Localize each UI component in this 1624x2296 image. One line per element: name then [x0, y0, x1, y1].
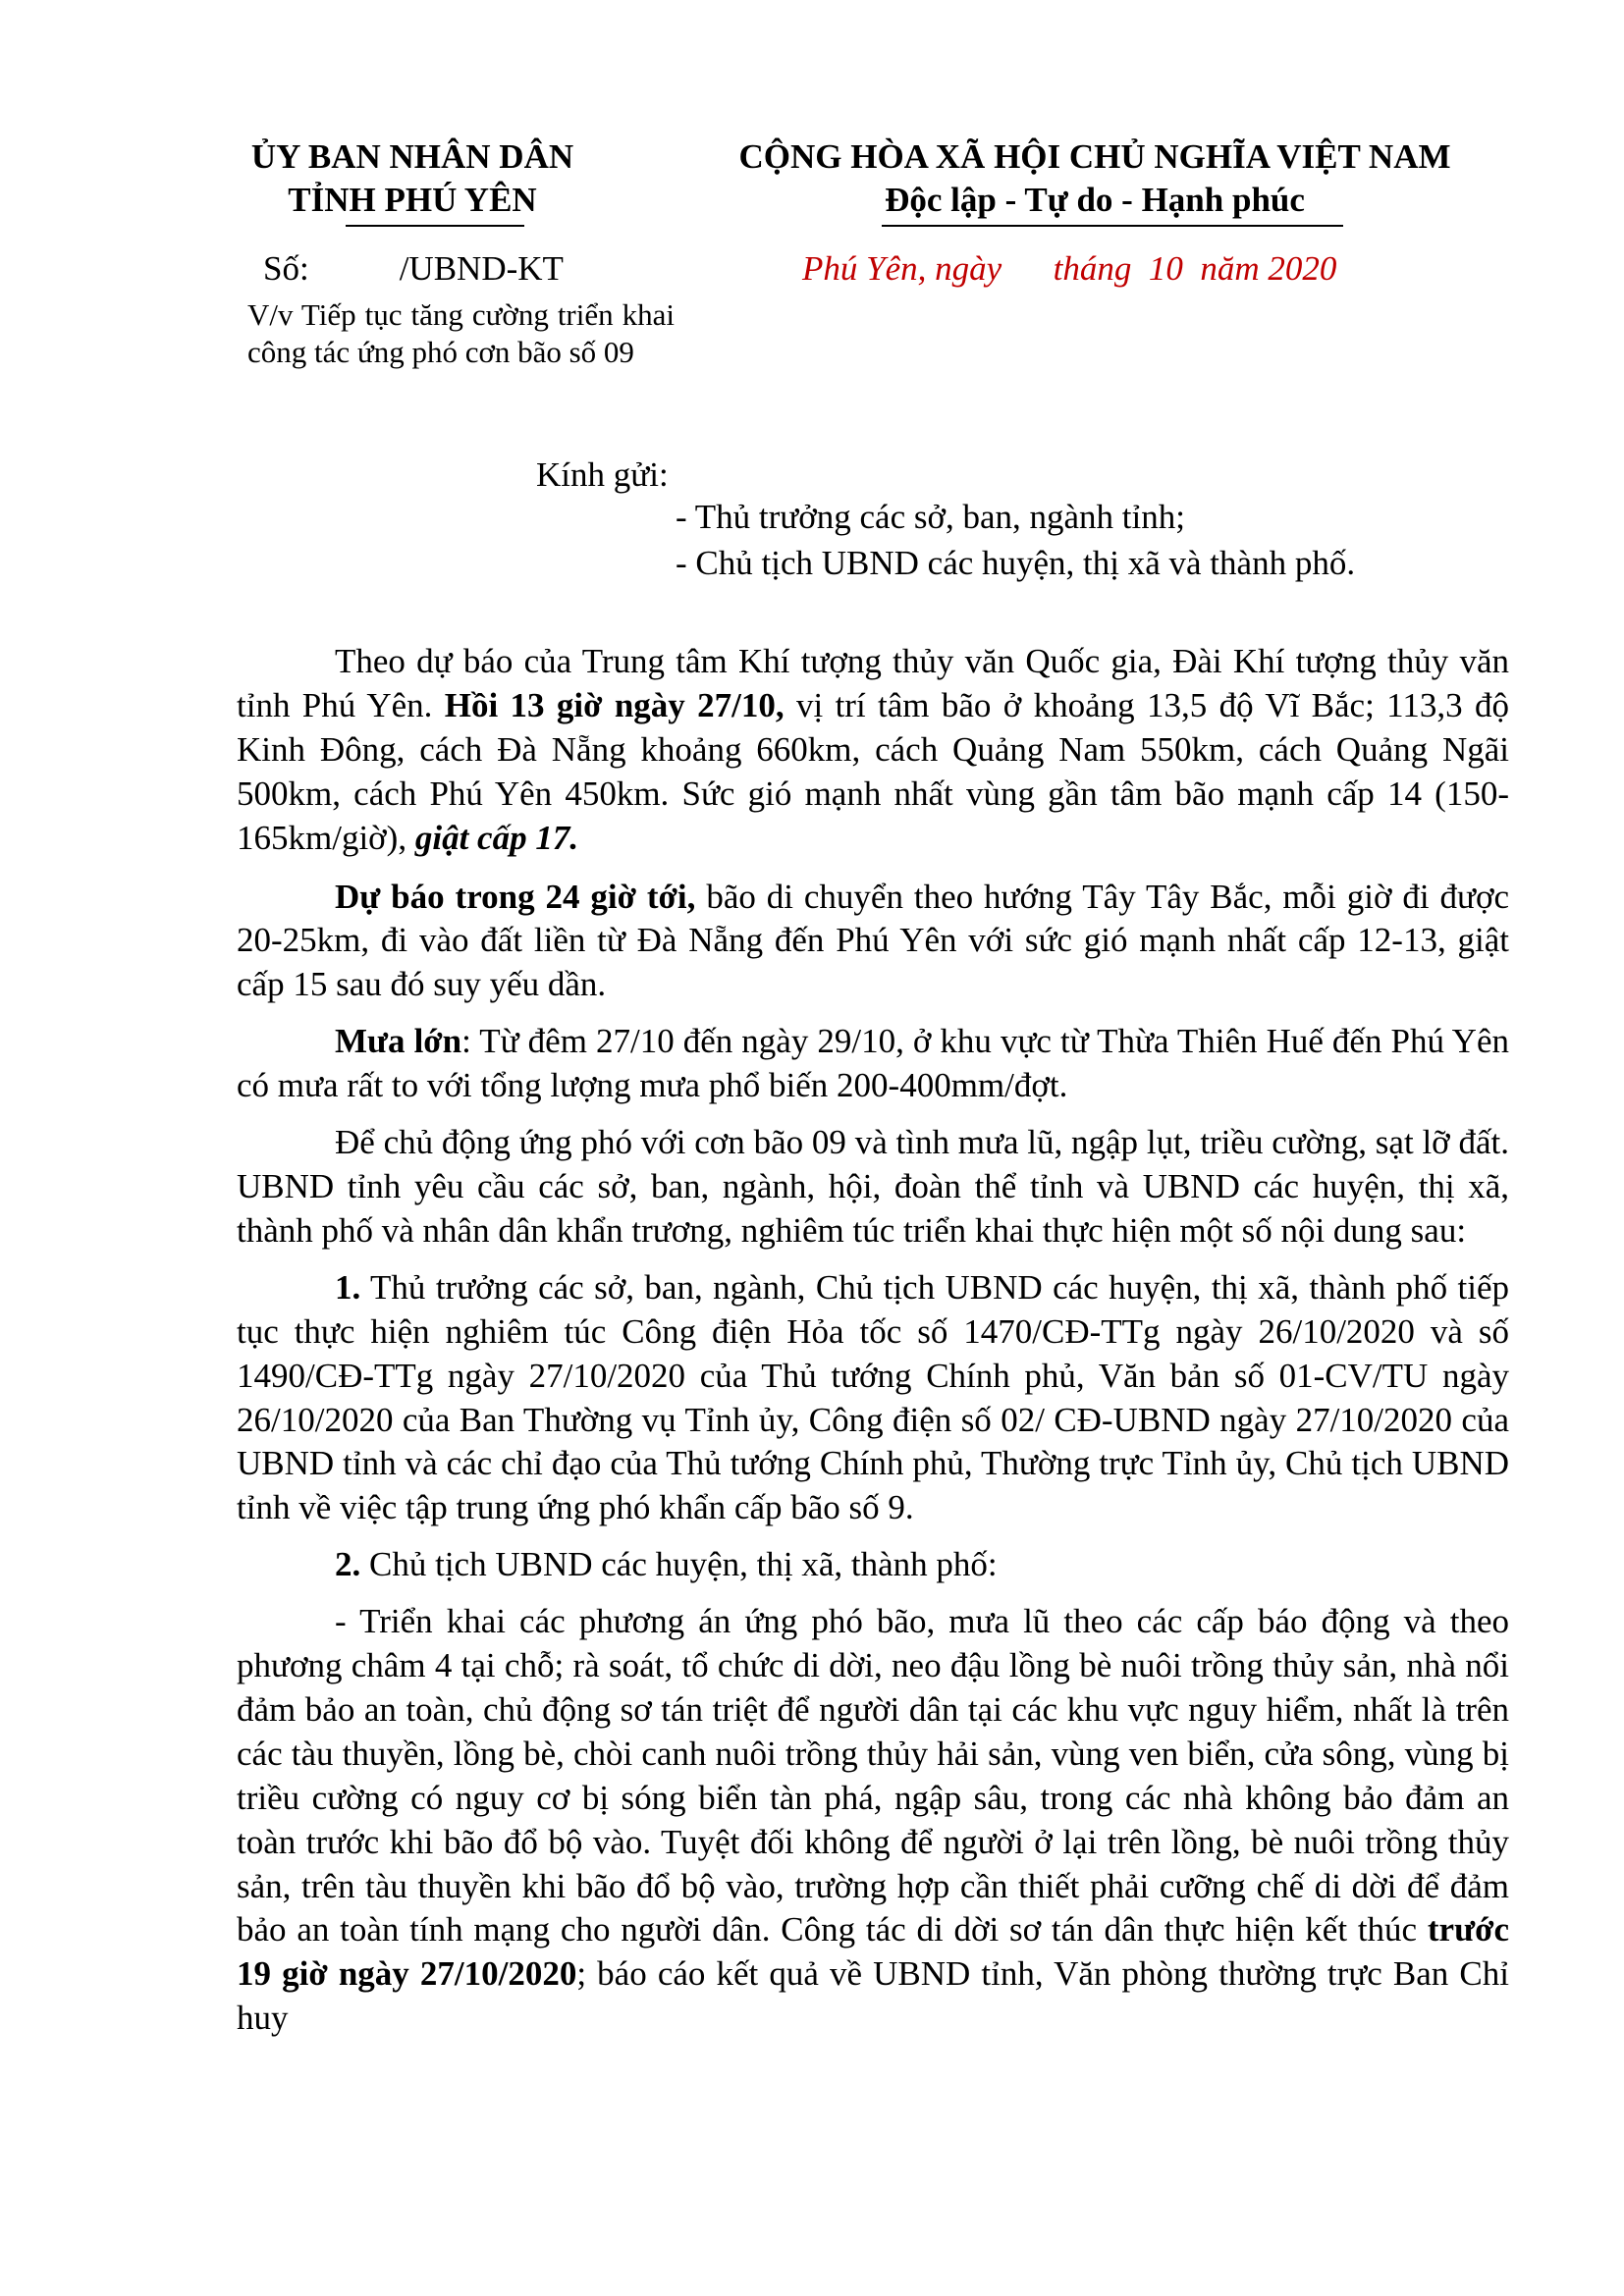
document-body — [237, 640, 1509, 2056]
recipient-item: - Thủ trưởng các sở, ban, ngành tỉnh; — [676, 498, 1185, 536]
text-run: vị trí tâm bão ở khoảng 13,5 độ Vĩ Bắc; 113,3 độ Kinh Đông, cách Đà Nẵng khoảng 660km, cách Quảng Nam 550km, cách Quảng Ngãi 500km, cách Phú Yên 450km. Sức gió mạnh nhất vùng gần tâm bão mạnh cấp 14 (150-165km/giờ), — [237, 685, 1509, 857]
paragraph-item-1 — [237, 1266, 1509, 1530]
bold-run: 1. — [335, 1267, 361, 1307]
paragraph-forecast — [237, 640, 1509, 861]
text-run: Chủ tịch UBND các huyện, thị xã, thành phố: — [360, 1545, 998, 1584]
text-run: Thủ trưởng các sở, ban, ngành, Chủ tịch UBND các huyện, thị xã, thành phố tiếp tục thực hiện nghiêm túc Công điện Hỏa tốc số 1470/CĐ-TTg ngày 26/10/2020 và số 1490/CĐ-TTg ngày 27/10/2020 của Thủ tướng Chính phủ, Văn bản số 01-CV/TU ngày 26/10/2020 của Ban Thường vụ Tỉnh ủy, Công điện số 02/ CĐ-UBND ngày 27/10/2020 của UBND tỉnh và các chỉ đạo của Thủ tướng Chính phủ, Thường trực Tỉnh ủy, Chủ tịch UBND tỉnh về việc tập trung ứng phó khẩn cấp bão số 9. — [237, 1267, 1509, 1527]
paragraph-directive: Để chủ động ứng phó với cơn bão 09 và tình mưa lũ, ngập lụt, triều cường, sạt lỡ đất. UBND tỉnh yêu cầu các sở, ban, ngành, hội, đoàn thể tỉnh và UBND các huyện, thị xã, thành phố và nhân dân khẩn trương, nghiêm túc triển khai thực hiện một số nội dung sau: — [237, 1123, 1509, 1250]
doc-number-label: Số: — [263, 249, 309, 288]
text-run: : Từ đêm 27/10 đến ngày 29/10, ở khu vực từ Thừa Thiên Huế đến Phú Yên có mưa rất to với tổng lượng mưa phổ biến 200-400mm/đợt. — [237, 1022, 1509, 1105]
paragraph-24h-forecast — [237, 876, 1509, 1008]
recipient-item: - Chủ tịch UBND các huyện, thị xã và thành phố. — [676, 544, 1356, 582]
paragraph-heavy-rain — [237, 1020, 1509, 1108]
doc-number-code: /UBND-KT — [399, 249, 564, 288]
nation-line-2: Độc lập - Tự do - Hạnh phúc — [885, 181, 1305, 219]
text-run: ; báo cáo kết quả về UBND tỉnh, Văn phòng thường trực Ban Chỉ huy — [237, 1954, 1509, 2038]
bold-run: Dự báo trong 24 giờ tới, — [335, 877, 696, 916]
recipients-label: Kính gửi: — [536, 455, 669, 494]
national-motto — [702, 135, 1488, 222]
agency-line-1: ỦY BAN NHÂN DÂN — [250, 137, 574, 176]
text-run: bão di chuyển theo hướng Tây Tây Bắc, mỗi giờ đi được 20-25km, đi vào đất liền từ Đà Nẵng đến Phú Yên với sức gió mạnh nhất cấp 12-13, giật cấp 15 sau đó suy yếu dần. — [237, 877, 1509, 1004]
date-line: Phú Yên, ngày tháng 10 năm 2020 — [802, 249, 1337, 288]
bold-run: trước 19 giờ ngày 27/10/2020 — [237, 1910, 1509, 1994]
agency-underline — [346, 225, 524, 227]
text-run: Theo dự báo của Trung tâm Khí tượng thủy văn Quốc gia, Đài Khí tượng thủy văn tỉnh Phú Yên. — [237, 642, 1509, 724]
paragraph-item-2-detail — [237, 1600, 1509, 2041]
text-run: - Triển khai các phương án ứng phó bão, mưa lũ theo các cấp báo động và theo phương châm 4 tại chỗ; rà soát, tổ chức di dời, neo đậu lồng bè nuôi trồng thủy sản, nhà nổi đảm bảo an toàn, chủ động sơ tán triệt để người dân tại các khu vực nguy hiểm, nhất là trên các tàu thuyền, lồng bè, chòi canh nuôi trồng thủy hải sản, vùng ven biển, cửa sông, vùng bị triều cường có nguy cơ bị sóng biển tàn phá, ngập sâu, trong các nhà không bảo đảm an toàn trước khi bão đổ bộ vào. Tuyệt đối không để người ở lại trên lồng, bè nuôi trồng thủy sản, trên tàu thuyền khi bão đổ bộ vào, trường hợp cần thiết phải cưỡng chế di dời để đảm bảo an toàn tính mạng cho người dân. Công tác di dời sơ tán dân thực hiện kết thúc — [237, 1602, 1509, 1949]
paragraph-item-2 — [237, 1543, 1509, 1587]
bold-run: Hồi 13 giờ ngày 27/10, — [444, 685, 785, 724]
document-number — [263, 247, 564, 291]
subject-line: V/v Tiếp tục tăng cường triển khai công tác ứng phó cơn bão số 09 — [247, 297, 675, 369]
bold-run: 2. — [335, 1545, 361, 1584]
agency-line-2: TỈNH PHÚ YÊN — [288, 181, 537, 219]
bold-run: Mưa lớn — [335, 1022, 462, 1061]
motto-underline — [882, 225, 1343, 227]
bold-italic-run: giật cấp 17. — [414, 818, 579, 857]
issuing-agency — [250, 135, 574, 222]
nation-line-1: CỘNG HÒA XÃ HỘI CHỦ NGHĨA VIỆT NAM — [738, 137, 1451, 176]
